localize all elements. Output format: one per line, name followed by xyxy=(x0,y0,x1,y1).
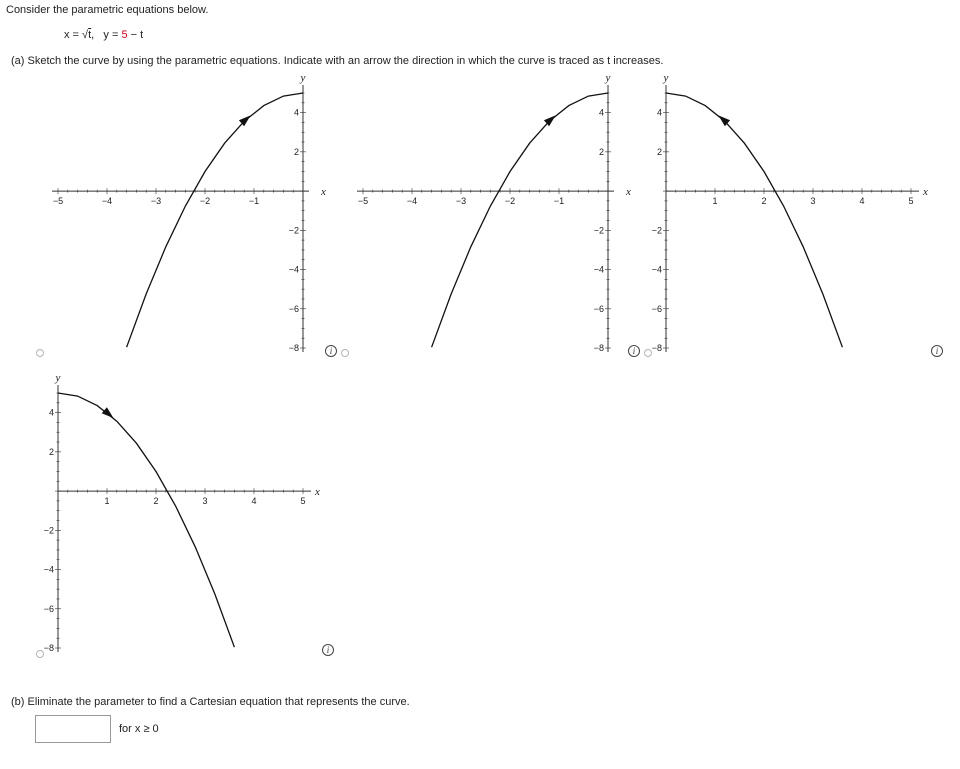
y-tick-label: −4 xyxy=(593,264,604,275)
x-tick-label: 3 xyxy=(810,196,816,207)
x-axis-label: x xyxy=(321,186,326,199)
equation-separator: , xyxy=(91,29,95,41)
x-tick-label: 1 xyxy=(104,496,110,507)
option-2-graph xyxy=(343,72,643,368)
option-1-graph xyxy=(38,72,338,368)
y-tick-label: −4 xyxy=(43,564,54,575)
x-tick-label: −4 xyxy=(406,196,418,207)
y-tick-label: 4 xyxy=(48,407,54,418)
x-tick-label: −4 xyxy=(101,196,113,207)
y-tick-label: 4 xyxy=(656,107,662,118)
sqrt-symbol: √ xyxy=(82,29,89,41)
y-equation-lhs: y = xyxy=(103,29,122,41)
x-equation-radicand: t xyxy=(88,29,92,41)
y-tick-label: −8 xyxy=(651,343,662,353)
y-tick-label: −2 xyxy=(651,225,662,236)
y-tick-label: −2 xyxy=(43,525,54,536)
x-tick-label: −2 xyxy=(504,196,516,207)
x-tick-label: −2 xyxy=(199,196,211,207)
x-tick-label: −5 xyxy=(52,196,64,207)
curve xyxy=(432,93,608,347)
y-equation-rest: − t xyxy=(127,29,144,41)
x-tick-label: 2 xyxy=(153,496,159,507)
x-tick-label: 4 xyxy=(859,196,865,207)
curve xyxy=(127,93,303,347)
option-3-info-icon[interactable]: i xyxy=(931,345,943,357)
y-tick-label: −6 xyxy=(651,303,662,314)
y-axis-label: y xyxy=(605,72,611,84)
part-b-question: (b) Eliminate the parameter to find a Cartesian equation that represents the curve. xyxy=(11,696,410,708)
option-4-graph xyxy=(38,372,338,668)
x-tick-label: −3 xyxy=(150,196,162,207)
option-1-radio[interactable] xyxy=(36,349,44,357)
x-tick-label: 4 xyxy=(251,496,257,507)
y-tick-label: 4 xyxy=(598,107,604,118)
y-axis-label: y xyxy=(300,72,306,84)
part-a-question: (a) Sketch the curve by using the parametric equations. Indicate with an arrow the direction in which the curve is traced as t increases. xyxy=(11,55,664,67)
option-3-radio[interactable] xyxy=(644,349,652,357)
domain-condition: for x ≥ 0 xyxy=(119,723,159,735)
y-tick-label: −6 xyxy=(43,603,54,614)
y-tick-label: −8 xyxy=(288,343,299,353)
y-tick-label: −2 xyxy=(288,225,299,236)
y-tick-label: 2 xyxy=(48,446,54,457)
option-3-graph xyxy=(646,72,946,368)
parametric-equations xyxy=(64,29,143,41)
x-tick-label: −5 xyxy=(357,196,369,207)
y-tick-label: −6 xyxy=(288,303,299,314)
curve xyxy=(666,93,842,347)
y-axis-label: y xyxy=(663,72,669,84)
problem-intro: Consider the parametric equations below. xyxy=(6,4,209,16)
option-2-info-icon[interactable]: i xyxy=(628,345,640,357)
x-tick-label: −3 xyxy=(455,196,467,207)
option-1-info-icon[interactable]: i xyxy=(325,345,337,357)
x-axis-label: x xyxy=(315,486,320,499)
y-axis-label: y xyxy=(55,372,61,384)
direction-arrow xyxy=(102,407,114,418)
y-tick-label: −2 xyxy=(593,225,604,236)
x-axis-label: x xyxy=(626,186,631,199)
x-equation-lhs: x = xyxy=(64,29,83,41)
curve xyxy=(58,393,234,647)
y-tick-label: −8 xyxy=(43,643,54,653)
option-4-radio[interactable] xyxy=(36,650,44,658)
x-axis-label: x xyxy=(923,186,928,199)
cartesian-equation-input[interactable] xyxy=(35,715,111,743)
y-tick-label: −4 xyxy=(288,264,299,275)
x-tick-label: −1 xyxy=(248,196,260,207)
x-tick-label: 5 xyxy=(300,496,306,507)
y-tick-label: −6 xyxy=(593,303,604,314)
option-4-info-icon[interactable]: i xyxy=(322,644,334,656)
x-tick-label: 2 xyxy=(761,196,767,207)
y-tick-label: 2 xyxy=(293,146,299,157)
x-tick-label: 3 xyxy=(202,496,208,507)
y-tick-label: −4 xyxy=(651,264,662,275)
option-2-radio[interactable] xyxy=(341,349,349,357)
x-tick-label: −1 xyxy=(553,196,565,207)
y-tick-label: 2 xyxy=(598,146,604,157)
y-tick-label: −8 xyxy=(593,343,604,353)
y-tick-label: 4 xyxy=(293,107,299,118)
y-equation-constant: 5 xyxy=(121,29,128,41)
x-tick-label: 5 xyxy=(908,196,914,207)
y-tick-label: 2 xyxy=(656,146,662,157)
x-tick-label: 1 xyxy=(712,196,718,207)
